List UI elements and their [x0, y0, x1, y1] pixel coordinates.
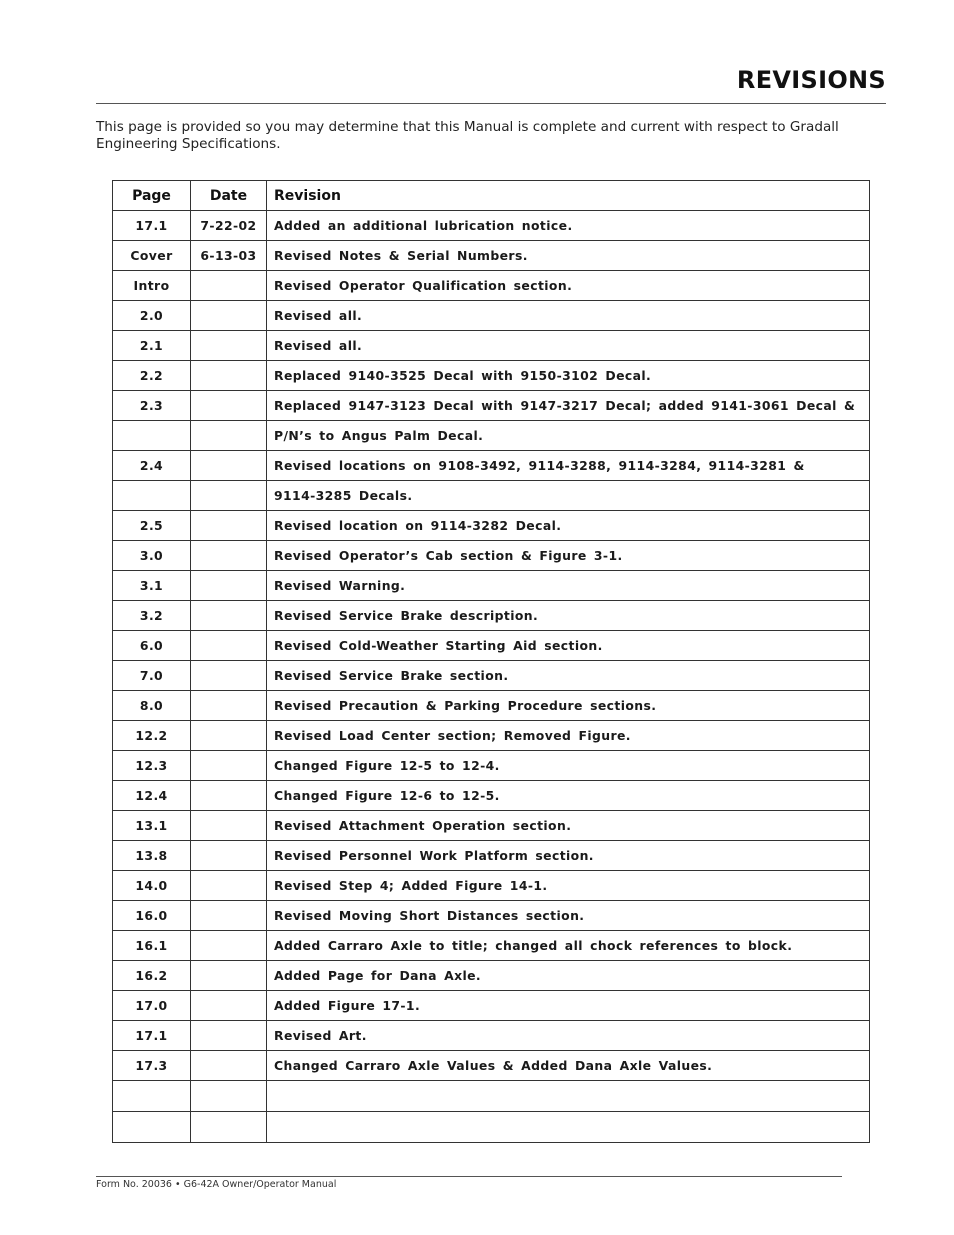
cell-revision: Revised Warning. [267, 571, 870, 601]
cell-date [191, 631, 267, 661]
table-row [113, 241, 870, 271]
cell-revision: Changed Figure 12-6 to 12-5. [267, 781, 870, 811]
cell-page: 12.4 [113, 781, 191, 811]
table-row [113, 871, 870, 901]
table-row [113, 931, 870, 961]
cell-revision: Revised Personnel Work Platform section. [267, 841, 870, 871]
cell-date [191, 481, 267, 511]
cell-page [113, 1081, 191, 1112]
cell-page: 3.2 [113, 601, 191, 631]
cell-date [191, 451, 267, 481]
column-header-page: Page [113, 181, 191, 211]
cell-revision: P/N’s to Angus Palm Decal. [267, 421, 870, 451]
table-row [113, 1021, 870, 1051]
cell-revision: Revised Precaution & Parking Procedure sections. [267, 691, 870, 721]
cell-date [191, 931, 267, 961]
table-row [113, 691, 870, 721]
cell-date [191, 961, 267, 991]
cell-page: 2.2 [113, 361, 191, 391]
table-row [113, 751, 870, 781]
cell-page: 17.0 [113, 991, 191, 1021]
cell-page: 17.3 [113, 1051, 191, 1081]
cell-page: 2.1 [113, 331, 191, 361]
cell-revision [267, 1112, 870, 1143]
cell-revision: Revised all. [267, 301, 870, 331]
cell-revision: Revised Notes & Serial Numbers. [267, 241, 870, 271]
cell-revision: Added Page for Dana Axle. [267, 961, 870, 991]
cell-revision: Added Figure 17-1. [267, 991, 870, 1021]
cell-date [191, 661, 267, 691]
cell-date [191, 811, 267, 841]
title-divider [96, 103, 886, 104]
footer-form-number: Form No. 20036 • G6-42A Owner/Operator Manual [96, 1179, 337, 1190]
cell-date [191, 721, 267, 751]
table-row [113, 541, 870, 571]
table-row [113, 961, 870, 991]
cell-revision: Revised Operator’s Cab section & Figure 3-1. [267, 541, 870, 571]
table-row [113, 511, 870, 541]
cell-revision: Added an additional lubrication notice. [267, 211, 870, 241]
cell-page: 17.1 [113, 211, 191, 241]
cell-revision: Changed Carraro Axle Values & Added Dana Axle Values. [267, 1051, 870, 1081]
cell-page: 16.1 [113, 931, 191, 961]
cell-page: 2.4 [113, 451, 191, 481]
cell-date [191, 511, 267, 541]
cell-date [191, 871, 267, 901]
cell-revision: Revised Step 4; Added Figure 14-1. [267, 871, 870, 901]
cell-date [191, 601, 267, 631]
cell-date [191, 391, 267, 421]
column-header-revision: Revision [267, 181, 870, 211]
table-row [113, 601, 870, 631]
cell-date [191, 361, 267, 391]
cell-page: 3.0 [113, 541, 191, 571]
cell-page: 2.0 [113, 301, 191, 331]
cell-revision: Revised location on 9114-3282 Decal. [267, 511, 870, 541]
cell-date [191, 1051, 267, 1081]
cell-revision: 9114-3285 Decals. [267, 481, 870, 511]
column-header-date: Date [191, 181, 267, 211]
table-row [113, 301, 870, 331]
cell-date: 7-22-02 [191, 211, 267, 241]
table-row [113, 451, 870, 481]
table-header-row [113, 181, 870, 211]
cell-date [191, 901, 267, 931]
cell-date [191, 841, 267, 871]
cell-page: 12.2 [113, 721, 191, 751]
cell-page: 17.1 [113, 1021, 191, 1051]
cell-page: 16.0 [113, 901, 191, 931]
cell-date [191, 751, 267, 781]
cell-page: 13.1 [113, 811, 191, 841]
cell-page: 2.3 [113, 391, 191, 421]
cell-revision: Replaced 9140-3525 Decal with 9150-3102 Decal. [267, 361, 870, 391]
cell-page: Cover [113, 241, 191, 271]
cell-date [191, 331, 267, 361]
revisions-table [112, 180, 870, 1143]
cell-revision: Revised Attachment Operation section. [267, 811, 870, 841]
cell-date [191, 1081, 267, 1112]
cell-date [191, 541, 267, 571]
cell-page: Intro [113, 271, 191, 301]
cell-revision: Revised Cold-Weather Starting Aid section. [267, 631, 870, 661]
revisions-table-body [113, 211, 870, 1143]
cell-date [191, 1112, 267, 1143]
cell-revision: Revised Art. [267, 1021, 870, 1051]
cell-date [191, 691, 267, 721]
cell-page: 14.0 [113, 871, 191, 901]
table-row [113, 1051, 870, 1081]
footer-divider [96, 1176, 842, 1177]
cell-page [113, 421, 191, 451]
page-title: REVISIONS [736, 66, 886, 94]
cell-date [191, 421, 267, 451]
cell-page: 2.5 [113, 511, 191, 541]
cell-revision: Changed Figure 12-5 to 12-4. [267, 751, 870, 781]
intro-paragraph: This page is provided so you may determine that this Manual is complete and current with respect to Gradall Engineering Specifications. [96, 119, 839, 152]
cell-page [113, 1112, 191, 1143]
cell-revision: Added Carraro Axle to title; changed all chock references to block. [267, 931, 870, 961]
cell-page: 7.0 [113, 661, 191, 691]
cell-page: 3.1 [113, 571, 191, 601]
cell-page: 12.3 [113, 751, 191, 781]
cell-page: 8.0 [113, 691, 191, 721]
cell-revision [267, 1081, 870, 1112]
table-row [113, 1112, 870, 1143]
cell-date [191, 1021, 267, 1051]
table-row [113, 811, 870, 841]
table-row [113, 211, 870, 241]
table-row [113, 361, 870, 391]
cell-date [191, 991, 267, 1021]
table-row [113, 271, 870, 301]
cell-revision: Revised Load Center section; Removed Figure. [267, 721, 870, 751]
table-row [113, 631, 870, 661]
cell-page: 6.0 [113, 631, 191, 661]
cell-date [191, 301, 267, 331]
cell-revision: Revised Service Brake section. [267, 661, 870, 691]
cell-revision: Revised all. [267, 331, 870, 361]
cell-revision: Revised Service Brake description. [267, 601, 870, 631]
cell-revision: Revised locations on 9108-3492, 9114-3288, 9114-3284, 9114-3281 & [267, 451, 870, 481]
table-row [113, 331, 870, 361]
table-row [113, 481, 870, 511]
cell-page: 16.2 [113, 961, 191, 991]
cell-revision: Revised Moving Short Distances section. [267, 901, 870, 931]
cell-date [191, 271, 267, 301]
table-row [113, 571, 870, 601]
table-row [113, 421, 870, 451]
table-row [113, 1081, 870, 1112]
cell-date: 6-13-03 [191, 241, 267, 271]
table-row [113, 991, 870, 1021]
cell-page [113, 481, 191, 511]
cell-date [191, 571, 267, 601]
cell-date [191, 781, 267, 811]
table-row [113, 781, 870, 811]
table-row [113, 841, 870, 871]
cell-revision: Revised Operator Qualification section. [267, 271, 870, 301]
cell-revision: Replaced 9147-3123 Decal with 9147-3217 Decal; added 9141-3061 Decal & [267, 391, 870, 421]
table-row [113, 721, 870, 751]
table-row [113, 661, 870, 691]
cell-page: 13.8 [113, 841, 191, 871]
table-row [113, 391, 870, 421]
table-row [113, 901, 870, 931]
